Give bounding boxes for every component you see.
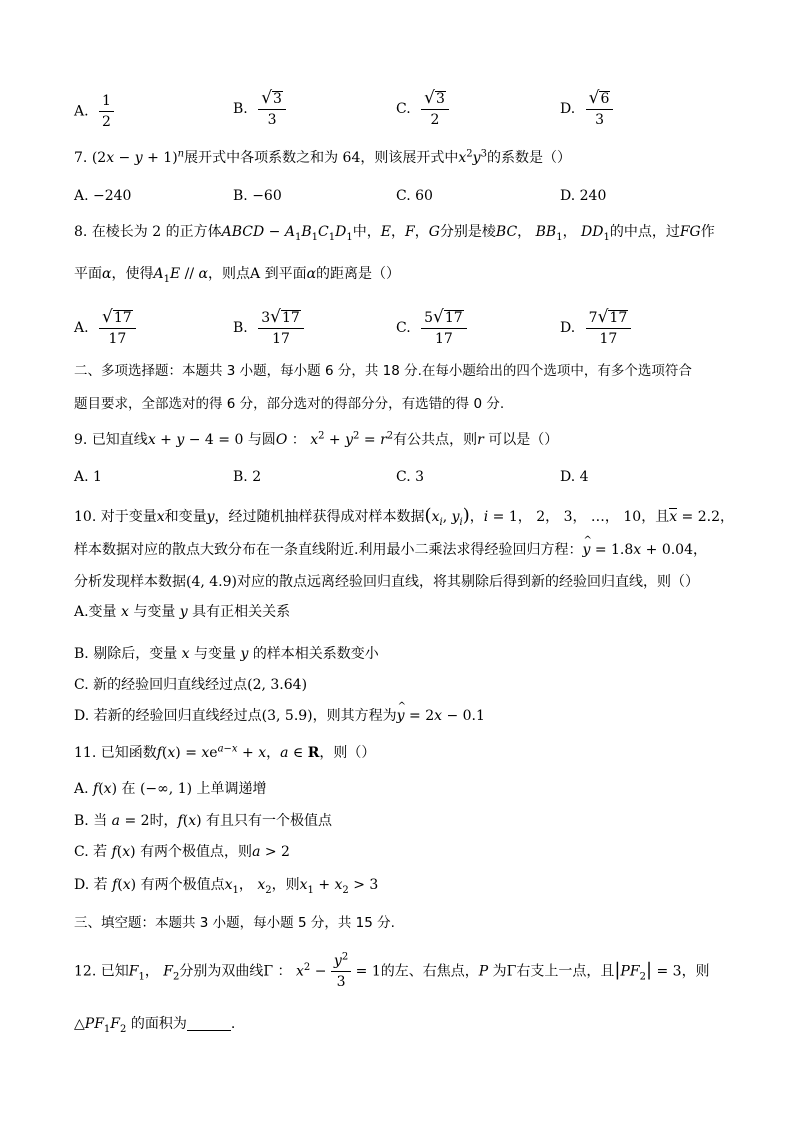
text: D. 若 xyxy=(74,877,108,893)
text: ，使得 xyxy=(111,266,154,282)
denominator: 17 xyxy=(272,331,290,348)
question-number: 7. xyxy=(74,150,88,166)
text: 样本数据对应的散点大致分布在一条直线附近.利用最小二乘法求得经验回归方程： xyxy=(74,542,583,558)
text: 已知直线 xyxy=(91,432,148,448)
q8-option-b xyxy=(233,309,304,347)
option-label: D. xyxy=(560,101,576,118)
text: ，则 xyxy=(271,877,300,893)
text: 对应的散点远离经验回归直线，将其剔除后得到新的经验回归直线，则（） xyxy=(237,574,699,590)
text: 中， xyxy=(352,224,381,240)
text: 可以是（） xyxy=(488,432,559,448)
q7-text: 展开式中各项系数之和为 64，则该展开式中 xyxy=(184,150,459,166)
fraction xyxy=(99,309,136,347)
fraction: $\frac{y^2}{3}$ xyxy=(331,954,351,989)
text: 有公共点，则 xyxy=(393,432,478,448)
text: 的左、右焦点， xyxy=(380,963,479,980)
sqrt: √ 3 xyxy=(261,88,282,108)
numerator xyxy=(99,309,136,329)
q9-option-d: D. 4 xyxy=(560,469,589,485)
coefficient: 5 xyxy=(424,310,434,326)
text: 作 xyxy=(700,224,715,240)
text: 右支上一点，且 xyxy=(516,963,615,980)
section-heading-fill-in: 三、填空题：本题共 3 小题，每小题 5 分，共 15 分. xyxy=(74,915,395,931)
q7-option-d: D. 240 xyxy=(560,188,607,204)
text: 有两个极值点 xyxy=(140,877,225,893)
denominator: 17 xyxy=(435,331,453,348)
option-label: C. xyxy=(396,320,411,337)
text: 上单调递增 xyxy=(196,781,267,797)
text: ， xyxy=(469,509,484,525)
sqrt: √ 17 xyxy=(102,307,132,327)
q7-option-c: C. 60 xyxy=(396,188,433,204)
q10-stem-line3: 分析发现样本数据(4, 4.9)对应的散点远离经验回归直线，将其剔除后得到新的经验回归直线，则（） xyxy=(74,574,699,590)
text: B. 剔除后，变量 xyxy=(74,646,178,662)
q7-text-end: 的系数是（） xyxy=(486,150,571,166)
fraction xyxy=(258,309,304,347)
radicand: 17 xyxy=(609,310,628,326)
q8-stem-line1: 8. 在棱长为 2 的正方体ABCD − $A_1B_1C_1D_1$中，E，F，G分别是棱BC， $BB_1$， $DD_1$的中点，过FG作 xyxy=(74,224,715,243)
q10-stem-line2: 样本数据对应的散点大致分布在一条直线附近.利用最小二乘法求得经验回归方程：^ y = 1.8x + 0.04， xyxy=(74,543,707,557)
text: C. 新的经验回归直线经过点 xyxy=(74,677,248,693)
radicand: 17 xyxy=(444,310,463,326)
question-number: 9. xyxy=(74,432,88,448)
text: ，则点A 到平面 xyxy=(208,266,307,282)
text: 在 xyxy=(121,781,136,797)
option-label: B. xyxy=(233,320,248,337)
text: ，且 xyxy=(641,509,670,525)
denominator: 2 xyxy=(102,113,111,130)
numerator xyxy=(586,309,632,329)
text: 与变量 xyxy=(194,646,236,662)
q8-option-c xyxy=(396,309,467,347)
question-number: 11. xyxy=(74,745,97,761)
q10-option-a: A.变量 x 与变量 y 具有正相关关系 xyxy=(74,604,291,620)
fraction xyxy=(421,90,449,128)
numerator: 1 xyxy=(99,94,114,112)
fraction xyxy=(258,90,286,128)
numerator xyxy=(421,90,449,110)
numerator xyxy=(258,90,286,110)
text: 时， xyxy=(149,813,178,829)
text: 分别为双曲线 xyxy=(179,963,264,980)
numerator xyxy=(421,309,467,329)
sqrt: √ 17 xyxy=(433,307,463,327)
q6-option-b xyxy=(233,90,286,128)
section-instructions: 题目要求，全部选对的得 6 分，部分选对的得部分分，有选错的得 0 分. xyxy=(74,396,505,412)
q7-option-b: B. −60 xyxy=(233,188,282,204)
q7-term: $x^2y^3$ xyxy=(458,148,487,166)
denominator: 3 xyxy=(267,112,277,129)
text: 分别是棱 xyxy=(439,224,496,240)
text: 具有正相关关系 xyxy=(192,604,291,620)
answer-blank[interactable] xyxy=(187,1018,231,1031)
sqrt: √ 3 xyxy=(424,88,445,108)
q6-option-c xyxy=(396,90,449,128)
radicand: 17 xyxy=(113,310,132,326)
q7-option-a: A. −240 xyxy=(74,188,132,204)
q12-stem-line1: 12. 已知$F_1$， $F_2$分别为双曲线Γ ： $x^2$ − $\frac{y^2}{3}$ = 1的左、右焦点，P 为Γ右支上一点，且$|PF_2| = 3$，则 xyxy=(74,951,710,990)
option-label: C. xyxy=(396,101,411,118)
denominator: 17 xyxy=(599,331,618,348)
q9-option-a: A. 1 xyxy=(74,469,102,485)
text: 的距离是（） xyxy=(316,266,401,282)
fraction xyxy=(586,309,632,347)
section-heading-multiple-choice: 二、多项选择题：本题共 3 小题，每小题 6 分，共 18 分.在每小题给出的四个选项中，有多个选项符合 xyxy=(74,363,692,379)
question-number: 10. xyxy=(74,509,97,525)
text: ，经过随机抽样获得成对样本数据 xyxy=(214,509,425,525)
coefficient: 3 xyxy=(261,310,271,326)
question-number: 8. xyxy=(74,224,88,240)
text: 的样本相关系数变小 xyxy=(252,646,379,662)
text: B. 当 xyxy=(74,813,108,829)
q12-stem-line2: $\triangle PF_1F_2$ 的面积为 . xyxy=(74,1016,236,1035)
text: C. 若 xyxy=(74,844,108,860)
q9-option-b: B. 2 xyxy=(233,469,262,485)
denominator: 3 xyxy=(595,112,604,129)
q11-option-b: B. 当 a = 2时，f(x) 有且只有一个极值点 xyxy=(74,813,333,829)
q10-option-d: D. 若新的经验回归直线经过点(3, 5.9)，则其方程为^ y = 2x − 0.1 xyxy=(74,709,485,723)
text: 已知 xyxy=(100,963,129,980)
text: 有两个极值点，则 xyxy=(140,844,253,860)
q11-option-c: C. 若 f(x) 有两个极值点，则a > 2 xyxy=(74,844,290,860)
text: ，则其方程为 xyxy=(312,708,397,724)
denominator: 17 xyxy=(108,331,127,348)
text: ，则（） xyxy=(319,745,376,761)
q8-stem-line2: 平面α，使得$A_1E$ // α，则点A 到平面α的距离是（） xyxy=(74,266,401,285)
text: 对于变量 xyxy=(100,509,157,525)
numerator xyxy=(586,90,614,110)
radicand: 17 xyxy=(281,310,300,326)
option-label: A. xyxy=(74,320,89,337)
cube-name: ABCD xyxy=(221,224,265,240)
sqrt: √ 17 xyxy=(597,307,628,327)
q9-stem: 9. 已知直线x + y − 4 = 0 与圆O ： $x^2 + y^2 = r^2$有公共点，则r 可以是（） xyxy=(74,430,559,448)
fraction xyxy=(586,90,614,128)
text: 有且只有一个极值点 xyxy=(206,813,333,829)
radicand: 3 xyxy=(435,91,445,107)
coefficient: 7 xyxy=(588,310,598,326)
denominator: 2 xyxy=(430,112,440,129)
fraction xyxy=(99,94,114,129)
text: D. 若新的经验回归直线经过点 xyxy=(74,708,262,724)
text: ， xyxy=(266,745,281,761)
q11-stem: 11. 已知函数$f(x) = xe^{a-x} + x$，a ∈ R，则（） xyxy=(74,743,376,761)
fraction xyxy=(421,309,467,347)
q7-stem xyxy=(74,148,571,166)
q10-option-c: C. 新的经验回归直线经过点(2, 3.64) xyxy=(74,677,308,693)
text: 在棱长为 2 的正方体 xyxy=(91,224,222,240)
option-label: B. xyxy=(233,101,248,118)
text: 平面 xyxy=(74,266,102,282)
q11-option-a: A. f(x) 在 (−∞, 1) 上单调递增 xyxy=(74,781,267,797)
q8-option-a xyxy=(74,309,136,347)
option-label: D. xyxy=(560,320,576,337)
q10-stem-line1: 10. 对于变量x和变量y，经过随机抽样获得成对样本数据($x_i$, $y_i$)，i = 1， 2， 3， …， 10，且x = 2.2， xyxy=(74,505,735,528)
text: A.变量 xyxy=(74,604,117,620)
numerator xyxy=(258,309,304,329)
q6-option-a xyxy=(74,94,114,129)
question-number: 12. xyxy=(74,963,97,980)
q8-option-d xyxy=(560,309,631,347)
q9-option-c: C. 3 xyxy=(396,469,425,485)
radicand: 6 xyxy=(600,91,610,107)
text: 的中点，过 xyxy=(609,224,680,240)
text: 已知函数 xyxy=(100,745,157,761)
text: ，则 xyxy=(681,963,710,980)
option-label: A. xyxy=(74,103,89,120)
sqrt: √ 17 xyxy=(270,307,300,327)
text: 和变量 xyxy=(164,509,207,525)
q11-option-d: D. 若 f(x) 有两个极值点$x_1$， $x_2$，则$x_1 + x_2 > 3$ xyxy=(74,877,379,896)
text: 与变量 xyxy=(133,604,176,620)
q10-option-b: B. 剔除后，变量 x 与变量 y 的样本相关系数变小 xyxy=(74,646,379,662)
radicand: 3 xyxy=(273,91,282,107)
q7-expression: $(2x - y + 1)^n$ xyxy=(91,148,185,166)
text: 分析发现样本数据 xyxy=(74,574,186,590)
text: 与圆 xyxy=(247,432,276,448)
text: 为 xyxy=(492,963,507,980)
sqrt: √ 6 xyxy=(588,88,610,108)
q6-option-d xyxy=(560,90,613,128)
text: 的面积为 xyxy=(130,1016,187,1032)
